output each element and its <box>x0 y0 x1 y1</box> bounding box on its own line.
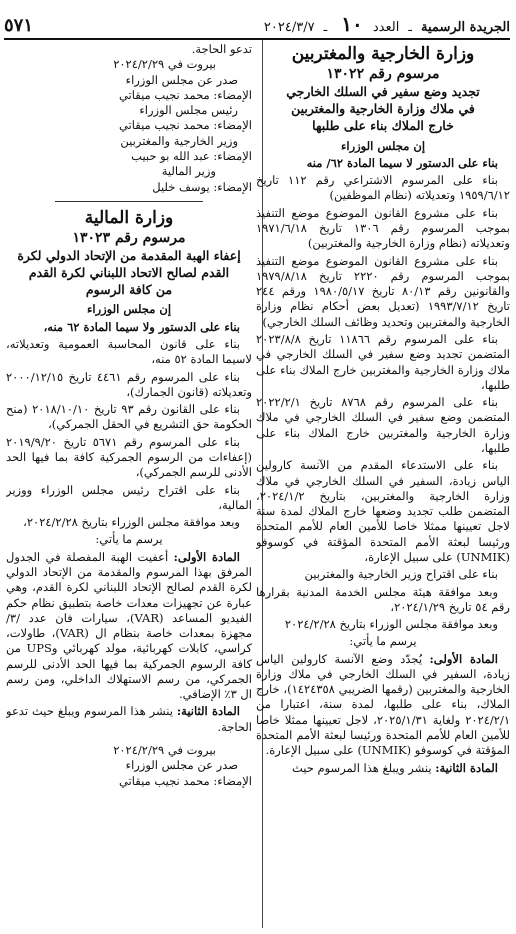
subject-line: القدم لصالح الاتحاد اللبناني لكرة القدم <box>28 264 230 280</box>
article <box>6 704 252 735</box>
preamble-paragraph: بناء على القانون رقم ٩٣ تاريخ ٢٠١٨/١٠/١٠ (منح الحكومة حق التشريع في الحقل الجمركي)، <box>6 402 252 432</box>
subject-line: تجديد وضع سفير في السلك الخارجي <box>286 84 480 99</box>
issue-date: ٢٠٢٤/٣/٧ <box>263 20 315 35</box>
header-separator: ـ <box>408 20 412 34</box>
decree-body <box>256 139 510 776</box>
page-header <box>4 6 510 40</box>
preamble-paragraph: بناء على اقتراح رئيس مجلس الوزراء ووزير المالية، <box>6 482 252 512</box>
article-text: يُجدّد وضع الآنسة كارولين الياس زيادة، السفير في السلك الخارجي في ملاك وزارة الخارجية والمغتربين (رقمها الضريبي ١٤٢٤٣٥٨)، خارج الملاك، بناء على طلبها، لمدة سنة، اعتبارا من ٢٠٢٤/٢/١ ولغاية ٢٠٢٥/١/٣١، لاجل تعيينها ممثلا خاصا للأمين العام للأمم المتحدة ورئيسا لبعثة الأمم المتحدة المؤقتة في كوسوفو (UNMIK) على سبيل الإعارة. <box>256 651 510 758</box>
signatory-title: وزير الخارجية والمغتربين <box>120 133 238 148</box>
subject-line: من كافة الرسوم <box>85 281 173 297</box>
page-number: ٥٧١ <box>4 15 34 36</box>
subject-line: في ملاك وزارة الخارجية والمغتربين <box>291 100 475 116</box>
header-left-group <box>264 12 510 36</box>
article <box>6 550 252 703</box>
issue-number: ١٠ <box>341 12 363 36</box>
preamble-paragraph: بناء على قانون المحاسبة العمومية وتعديلاته، لاسيما المادة ٥٢ منه، <box>6 337 252 367</box>
subject-line: إعفاء الهبة المقدمة من الإتحاد الدولي لكرة <box>17 247 241 263</box>
header-separator: ـ <box>323 20 328 34</box>
section-divider <box>55 201 203 202</box>
preamble-paragraph: بناء على اقتراح وزير الخارجية والمغتربين <box>304 567 498 582</box>
issuer-line: صدر عن مجلس الوزراء <box>125 758 238 773</box>
ministry-title: وزارة المالية <box>84 207 174 228</box>
constitution-clause: بناء على الدستور ولا سيما المادة ٦٢ منه، <box>43 319 240 334</box>
decree-subject <box>6 248 252 299</box>
continuation-text: تدعو الحاجة. <box>191 42 252 56</box>
preamble-paragraph: وبعد موافقة هيئة مجلس الخدمة المدنية بقرارها رقم ٥٤ تاريخ ٢٠٢٤/١/٢٩، <box>256 584 510 614</box>
gazette-title: الجريدة الرسمية <box>421 20 510 35</box>
ministry-title: وزارة الخارجية والمغتربين <box>291 44 475 64</box>
subject-line: خارج الملاك بناء على طلبها <box>312 117 454 133</box>
authority-line: إن مجلس الوزراء <box>86 302 172 317</box>
place-date: بيروت في ٢٠٢٤/٢/٢٩ <box>113 743 216 758</box>
left-column <box>6 42 252 930</box>
signature-line: الإمضاء: يوسف خليل <box>152 179 252 194</box>
preamble-paragraph: وبعد موافقة مجلس الوزراء بتاريخ ٢٠٢٤/٢/٢٨، <box>23 515 240 530</box>
preamble-paragraph: بناء على المرسوم رقم ٥٦٧١ تاريخ ٢٠١٩/٩/٢٠ (إعفاءات من الرسوم الجمركية كافة بما فيها الحد الأدنى للرسم الجمركي)، <box>6 434 252 480</box>
issuer-line: صدر عن مجلس الوزراء <box>125 72 238 87</box>
decrees-line: يرسم ما يأتي: <box>95 532 163 547</box>
article-label: المادة الثانية: <box>435 760 498 775</box>
preamble-paragraph: بناء على مشروع القانون الموضوع موضع التنفيذ بموجب المرسوم رقم ٢٢٢٠ تاريخ ١٩٧٩/٨/١٨ والقانونين رقم ٨٠/١٣ تاريخ ١٩٨٠/٥/١٧ ورقم ٢٤٤ تاريخ ١٩٩٣/٧/١٢ (تعديل بعض أحكام نظام وزارة الخارجية والمغتربين وتحديد وظائف السلك الخارجي) <box>256 253 510 329</box>
signatory-title: وزير المالية <box>161 164 216 179</box>
authority-line: إن مجلس الوزراء <box>340 138 426 153</box>
place-date: بيروت في ٢٠٢٤/٢/٢٩ <box>113 57 216 72</box>
preamble-paragraph: بناء على الاستدعاء المقدم من الآنسة كارولين الياس زيادة، السفير في السلك الخارجي في ملاك وزارة الخارجية والمغتربين، بتاريخ ٢٠٢٤/١/٢، المتضمن طلب تجديد وضعها خارج الملاك لمدة سنة لاجل تعيينها ممثلا خاصا للأمين العام للأمم المتحدة ورئيسا لبعثة الأمم المتحدة المؤقتة في كوسوفو (UNMIK) على سبيل الإعارة، <box>256 458 510 564</box>
article <box>256 652 510 759</box>
signature-line: الإمضاء: محمد نجيب ميقاتي <box>118 87 252 102</box>
signatory-title: رئيس مجلس الوزراء <box>139 103 238 118</box>
preamble-paragraph: بناء على المرسوم رقم ١١٨٦٦ تاريخ ٢٠٢٣/٨/٨ المتضمن تجديد وضع سفير في السلك الخارجي في ملاك وزارة الخارجية والمغتربين خارج الملاك بناء على طلبها، <box>256 332 510 392</box>
preamble-paragraph: بناء على المرسوم الاشتراعي رقم ١١٢ تاريخ ١٩٥٩/٦/١٢ وتعديلاته (نظام الموظفين) <box>256 173 510 203</box>
issue-label: العدد <box>372 20 400 35</box>
preamble-paragraph: بناء على مشروع القانون الموضوع موضع التنفيذ بموجب المرسوم رقم ١٣٠٦ تاريخ ١٩٧١/٦/١٨ وتعديلاته (نظام وزارة الخارجية والمغتربين) <box>256 205 510 251</box>
decree-number: مرسوم رقم ١٣٠٢٢ <box>326 66 440 82</box>
article-label: المادة الأولى: <box>429 651 498 666</box>
article-text: ينشر ويبلغ هذا المرسوم حيث <box>291 760 432 775</box>
decree-number: مرسوم رقم ١٣٠٢٣ <box>72 229 186 246</box>
preamble-paragraph: بناء على المرسوم رقم ٨٧٦٨ تاريخ ٢٠٢٢/٢/١ المتضمن وضع سفير في السلك الخارجي في ملاك وزارة الخارجية والمغتربين خارج الملاك بناء على طلبها، <box>256 395 510 455</box>
article-label: المادة الثانية: <box>176 704 240 719</box>
article-text: أعفيت الهبة المفصلة في الجدول المرفق بهذا المرسوم والمقدمة من الإتحاد الدولي لكرة القدم لصالح الإتحاد اللبناني لكرة القدم، وهي عبارة عن تجهيزات معدات خاصة بتطبيق نظام حكم الفيديو المساعد (VAR)، سيارات فان عدد /٣/ مجهزة بمعدات خاصة بنظام ال (VAR)، طاولات، كراسي، كابلات كهربائية، مولد كهربائي وUPS من كافة الرسوم الجمركية بما فيها الحد الأدنى للرسم الجمركي، من رسم الاستهلاك الداخلي، ومن رسم ال ٣٪ الإضافي. <box>6 549 252 702</box>
signature-line: الإمضاء: محمد نجيب ميقاتي <box>118 773 252 788</box>
right-column <box>256 42 510 930</box>
decrees-line: يرسم ما يأتي: <box>349 634 417 649</box>
article-label: المادة الأولى: <box>173 549 241 564</box>
preamble-paragraph: بناء على المرسوم رقم ٤٤٦١ تاريخ ٢٠٠٠/١٢/١٥ وتعديلاته (قانون الجمارك)، <box>6 369 252 399</box>
signature-line: الإمضاء: عبد الله بو حبيب <box>131 148 252 163</box>
article <box>256 761 510 776</box>
preamble-paragraph: وبعد موافقة مجلس الوزراء بتاريخ ٢٠٢٤/٢/٢٨ <box>284 617 498 632</box>
constitution-clause: بناء على الدستور لا سيما المادة ٦٢/ منه <box>306 155 498 170</box>
previous-decree-closing <box>6 42 252 195</box>
article-text: ينشر هذا المرسوم ويبلغ حيث تدعو الحاجة. <box>6 704 252 734</box>
decree-body <box>6 302 252 735</box>
signature-line: الإمضاء: محمد نجيب ميقاتي <box>118 118 252 133</box>
decree-subject <box>256 84 510 135</box>
